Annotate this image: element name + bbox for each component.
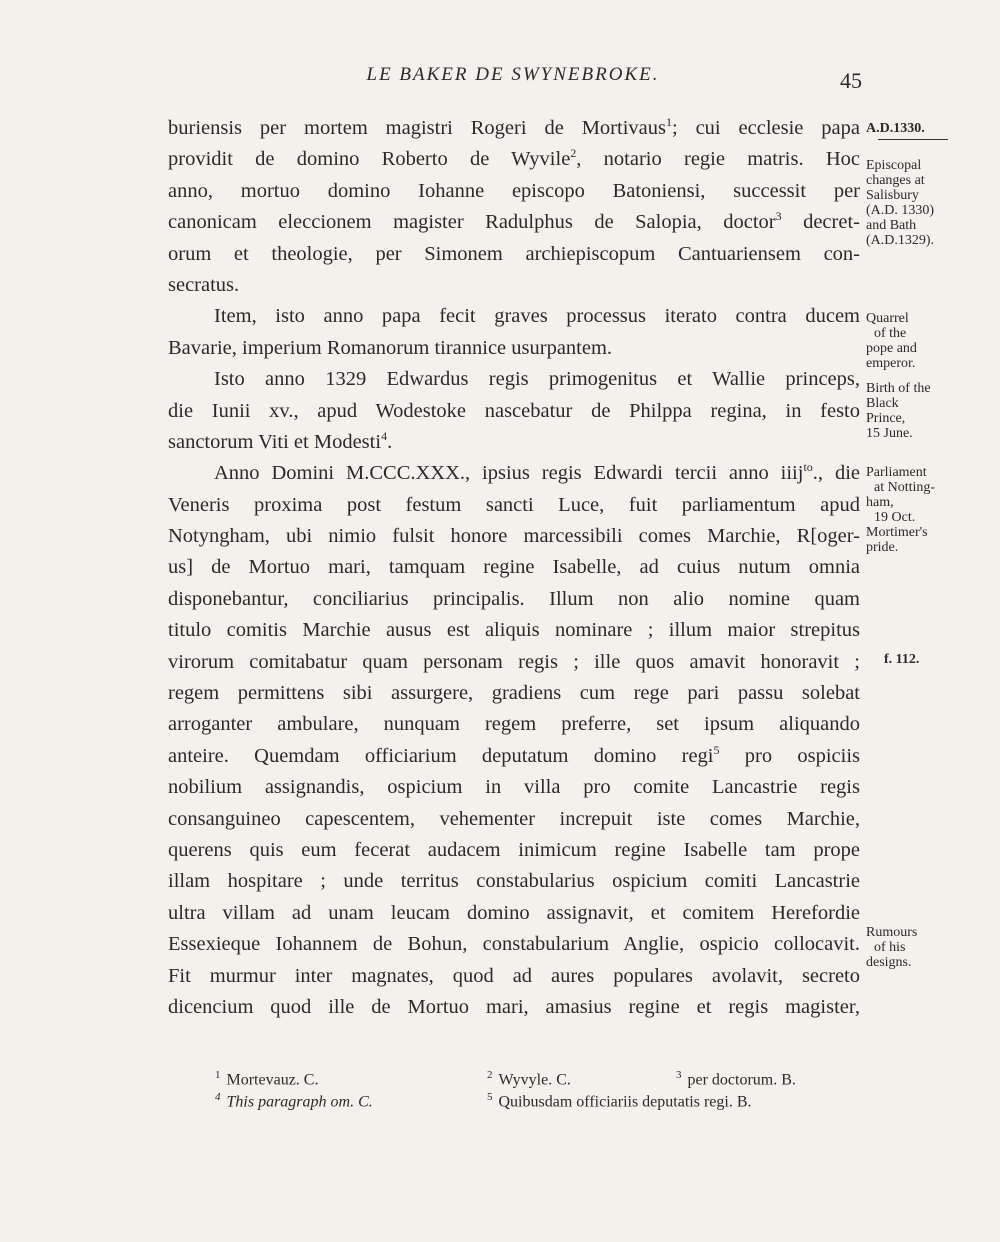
margin-note-quarrel: Quarrel of the pope and emperor. (866, 311, 917, 371)
text-line: secratus. (168, 273, 240, 296)
text-line: ultra villam ad unam leucam domino assignavit, et comitem Herefordie (168, 901, 860, 924)
text-line: Isto anno 1329 Edwardus regis primogenitus et Wallie princeps, (214, 368, 860, 391)
text-line: Essexieque Iohannem de Bohun, constabularium Anglie, ospicio collocavit. (168, 933, 860, 956)
text-line: anteire. Quemdam officiarium deputatum domino regi$^5$ pro ospiciis (168, 742, 860, 767)
text-line: buriensis per mortem magistri Rogeri de Mortivaus$^1$; cui ecclesie papa (168, 115, 860, 139)
text-line: anno, mortuo domino Iohanne episcopo Batoniensi, successit per (168, 179, 860, 202)
text-line: Anno Domini M.CCC.XXX., ipsius regis Edwardi tercii anno iiij$^{to}$., die (214, 460, 860, 485)
margin-note-folio: f. 112. (884, 652, 920, 667)
text-line: virorum comitabatur quam personam regis ; ille quos amavit honoravit ; (168, 650, 860, 673)
text-line: canonicam eleccionem magister Radulphus de Salopia, doctor$^3$ decret- (168, 209, 860, 234)
text-line: dicencium quod ille de Mortuo mari, amasius regine et regis magister, (168, 995, 860, 1018)
text-line: titulo comitis Marchie ausus est aliquis nominare ; illum maior strepitus (168, 619, 860, 642)
text-line: querens quis eum fecerat audacem inimicum regine Isabelle tam prope (168, 838, 860, 861)
margin-note-birth: Birth of the Black Prince, 15 June. (866, 381, 931, 441)
footnote: $^5$ Quibusdam officiariis deputatis regi. B. (487, 1091, 752, 1111)
text-line: sanctorum Viti et Modesti$^4$. (168, 429, 393, 453)
text-line: arroganter ambulare, nunquam regem preferre, set ipsum aliquando (168, 713, 860, 736)
footnote: $^2$ Wyvyle. C. (487, 1069, 571, 1089)
text-line: regem permittens sibi assurgere, gradiens cum rege pari passu solebat (168, 682, 860, 705)
footnote: $^1$ Mortevauz. C. (215, 1069, 319, 1089)
page-number: 45 (840, 68, 862, 93)
text-line: nobilium assignandis, ospicium in villa pro comite Lancastrie regis (168, 776, 860, 799)
text-line: Notyngham, ubi nimio fulsit honore marcessibili comes Marchie, R[oger- (168, 525, 860, 548)
margin-note-rumours: Rumours of his designs. (866, 925, 918, 970)
margin-note-episcopal: Episcopal changes at Salisbury (A.D. 1330) and Bath (A.D.1329). (866, 158, 935, 248)
margin-note-year: A.D.1330. (866, 121, 996, 144)
footnote: $^4$ This paragraph om. C. (215, 1091, 373, 1111)
text-line: illam hospitare ; unde territus constabularius ospicium comiti Lancastrie (168, 870, 860, 893)
text-line: us] de Mortuo mari, tamquam regine Isabelle, ad cuius nutum omnia (168, 556, 860, 579)
margin-note-parliament: Parliament at Notting- ham, 19 Oct. Mortimer's pride. (866, 465, 936, 555)
text-line: disponebantur, conciliarius principalis. Illum non alio nomine quam (168, 587, 860, 610)
text-line: Veneris proxima post festum sancti Luce, fuit parliamentum apud (168, 493, 860, 516)
text-line: Fit murmur inter magnates, quod ad aures populares avolavit, secreto (168, 964, 860, 987)
text-line: consanguineo capescentem, vehementer increpuit iste comes Marchie, (168, 807, 860, 830)
text-line: providit de domino Roberto de Wyvile$^2$, notario regie matris. Hoc (168, 146, 860, 171)
text-line: orum et theologie, per Simonem archiepiscopum Cantuariensem con- (168, 242, 860, 265)
body-text (168, 113, 860, 1023)
text-line: Item, isto anno papa fecit graves processus iterato contra ducem (214, 305, 860, 328)
margin-rule (878, 139, 948, 140)
text-line: Bavarie, imperium Romanorum tirannice usurpantem. (168, 336, 613, 359)
footnote: $^3$ per doctorum. B. (676, 1069, 796, 1089)
running-title: LE BAKER DE SWYNEBROKE. (366, 64, 660, 85)
text-line: die Iunii xv., apud Wodestoke nascebatur de Philppa regina, in festo (168, 399, 860, 422)
